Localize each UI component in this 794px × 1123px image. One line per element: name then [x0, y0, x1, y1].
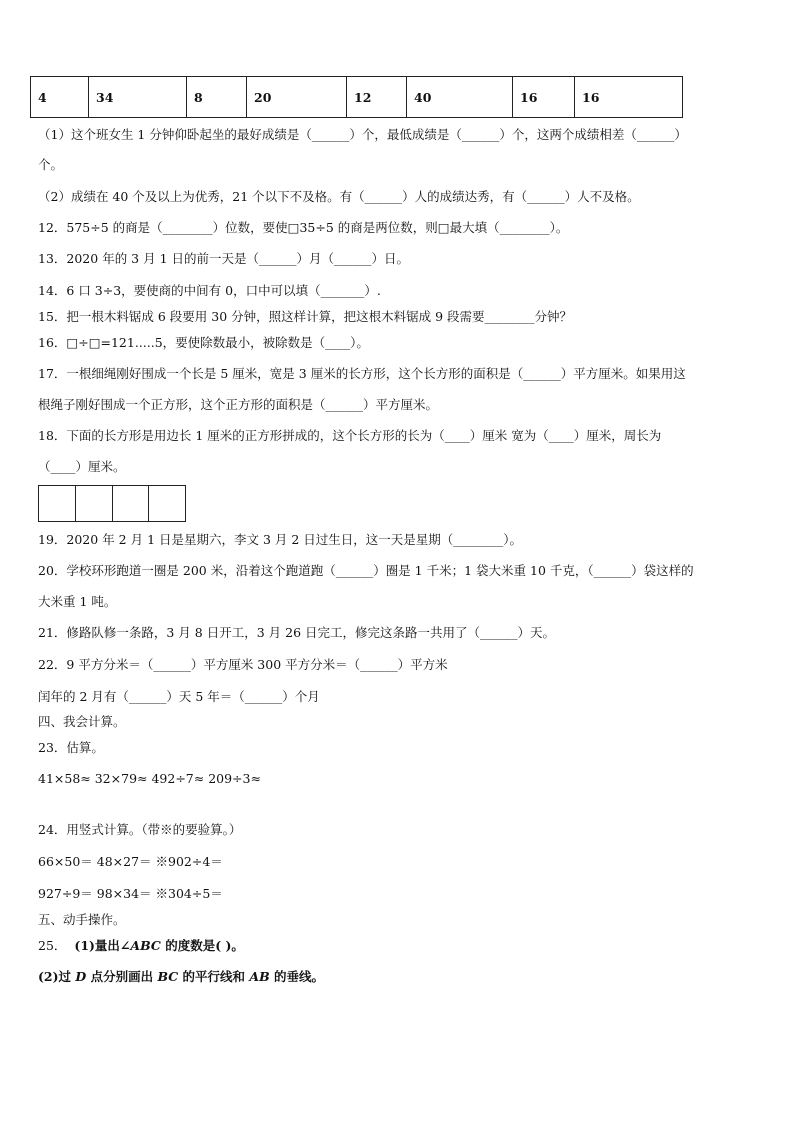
question-14: 14．6 口 3÷3，要使商的中间有 0，口中可以填（_______）.: [38, 283, 381, 298]
question-11-1-line-2: 个。: [38, 157, 64, 172]
section-4-heading: 四、我会计算。: [38, 714, 126, 729]
question-19: 19．2020 年 2 月 1 日是星期六，李文 3 月 2 日过生日，这一天是星期（________）。: [38, 532, 523, 547]
question-11-1-line-1: （1）这个班女生 1 分钟仰卧起坐的最好成绩是（______）个，最低成绩是（______）个，这两个成绩相差（______）: [38, 127, 687, 142]
question-25-part-1: [38, 938, 244, 954]
question-23-expressions: 41×58≈ 32×79≈ 492÷7≈ 209÷3≈: [38, 771, 261, 786]
angle-label: ABC: [130, 938, 161, 953]
question-13: 13．2020 年的 3 月 1 日的前一天是（______）月（______）日。: [38, 251, 409, 266]
question-22-line-1: 22．9 平方分米＝（______）平方厘米 300 平方分米＝（______）平方米: [38, 657, 448, 672]
question-17-line-2: 根绳子刚好围成一个正方形，这个正方形的面积是（______）平方厘米。: [38, 397, 439, 412]
rectangle-of-squares: [38, 485, 186, 522]
question-23: 23．估算。: [38, 740, 104, 755]
line-label: BC: [157, 969, 179, 984]
unit-square: [149, 486, 185, 521]
question-21: 21．修路队修一条路，3 月 8 日开工，3 月 26 日完工，修完这条路一共用了（______）天。: [38, 625, 556, 640]
q25-text: 的度数是( )。: [160, 938, 244, 953]
unit-square: [76, 486, 113, 521]
table-cell: 20: [247, 77, 347, 118]
question-24-row-1: 66×50＝ 48×27＝ ※902÷4＝: [38, 854, 223, 869]
point-label: D: [75, 969, 87, 984]
q25-text: 的垂线。: [269, 969, 325, 984]
table-row: [31, 77, 683, 118]
question-24-row-2: 927÷9＝ 98×34＝ ※304÷5＝: [38, 886, 223, 901]
question-15: 15．把一根木料锯成 6 段要用 30 分钟，照这样计算，把这根木料锯成 9 段需要________分钟？: [38, 309, 573, 324]
q25-text: (1)量出∠: [74, 938, 131, 953]
table-cell: 16: [575, 77, 683, 118]
question-18-line-1: 18．下面的长方形是用边长 1 厘米的正方形拼成的，这个长方形的长为（____）厘米 宽为（____）厘米，周长为: [38, 428, 662, 443]
scores-table: [30, 76, 683, 118]
question-17-line-1: 17．一根细绳刚好围成一个长是 5 厘米，宽是 3 厘米的长方形，这个长方形的面积是（______）平方厘米。如果用这: [38, 366, 686, 381]
q25-text: 的平行线和: [178, 969, 250, 984]
table-cell: 40: [407, 77, 513, 118]
question-20-line-1: 20．学校环形跑道一圈是 200 米，沿着这个跑道跑（______）圈是 1 千米；1 袋大米重 10 千克，（______）袋这样的: [38, 563, 694, 578]
line-label: AB: [249, 969, 270, 984]
table-cell: 4: [31, 77, 89, 118]
question-12: 12．575÷5 的商是（________）位数，要使□35÷5 的商是两位数，则□最大填（________）。: [38, 220, 569, 235]
table-cell: 8: [187, 77, 247, 118]
table-cell: 34: [89, 77, 187, 118]
question-18-line-2: （____）厘米。: [38, 459, 126, 474]
q25-text: 点分别画出: [86, 969, 158, 984]
question-number: 25．: [38, 938, 67, 953]
question-24: 24．用竖式计算。（带※的要验算。）: [38, 822, 242, 837]
section-5-heading: 五、动手操作。: [38, 912, 126, 927]
table-cell: 12: [347, 77, 407, 118]
q25-text: (2)过: [38, 969, 76, 984]
question-22-line-2: 闰年的 2 月有（______）天 5 年＝（______）个月: [38, 689, 320, 704]
unit-square: [113, 486, 150, 521]
unit-square: [39, 486, 76, 521]
question-11-2: （2）成绩在 40 个及以上为优秀，21 个以下不及格。有（______）人的成绩达秀，有（______）人不及格。: [38, 189, 640, 204]
question-16: 16．□÷□=121.....5，要使除数最小，被除数是（____）。: [38, 335, 369, 350]
table-cell: 16: [513, 77, 575, 118]
question-20-line-2: 大米重 1 吨。: [38, 594, 117, 609]
question-25-part-2: [38, 969, 324, 985]
